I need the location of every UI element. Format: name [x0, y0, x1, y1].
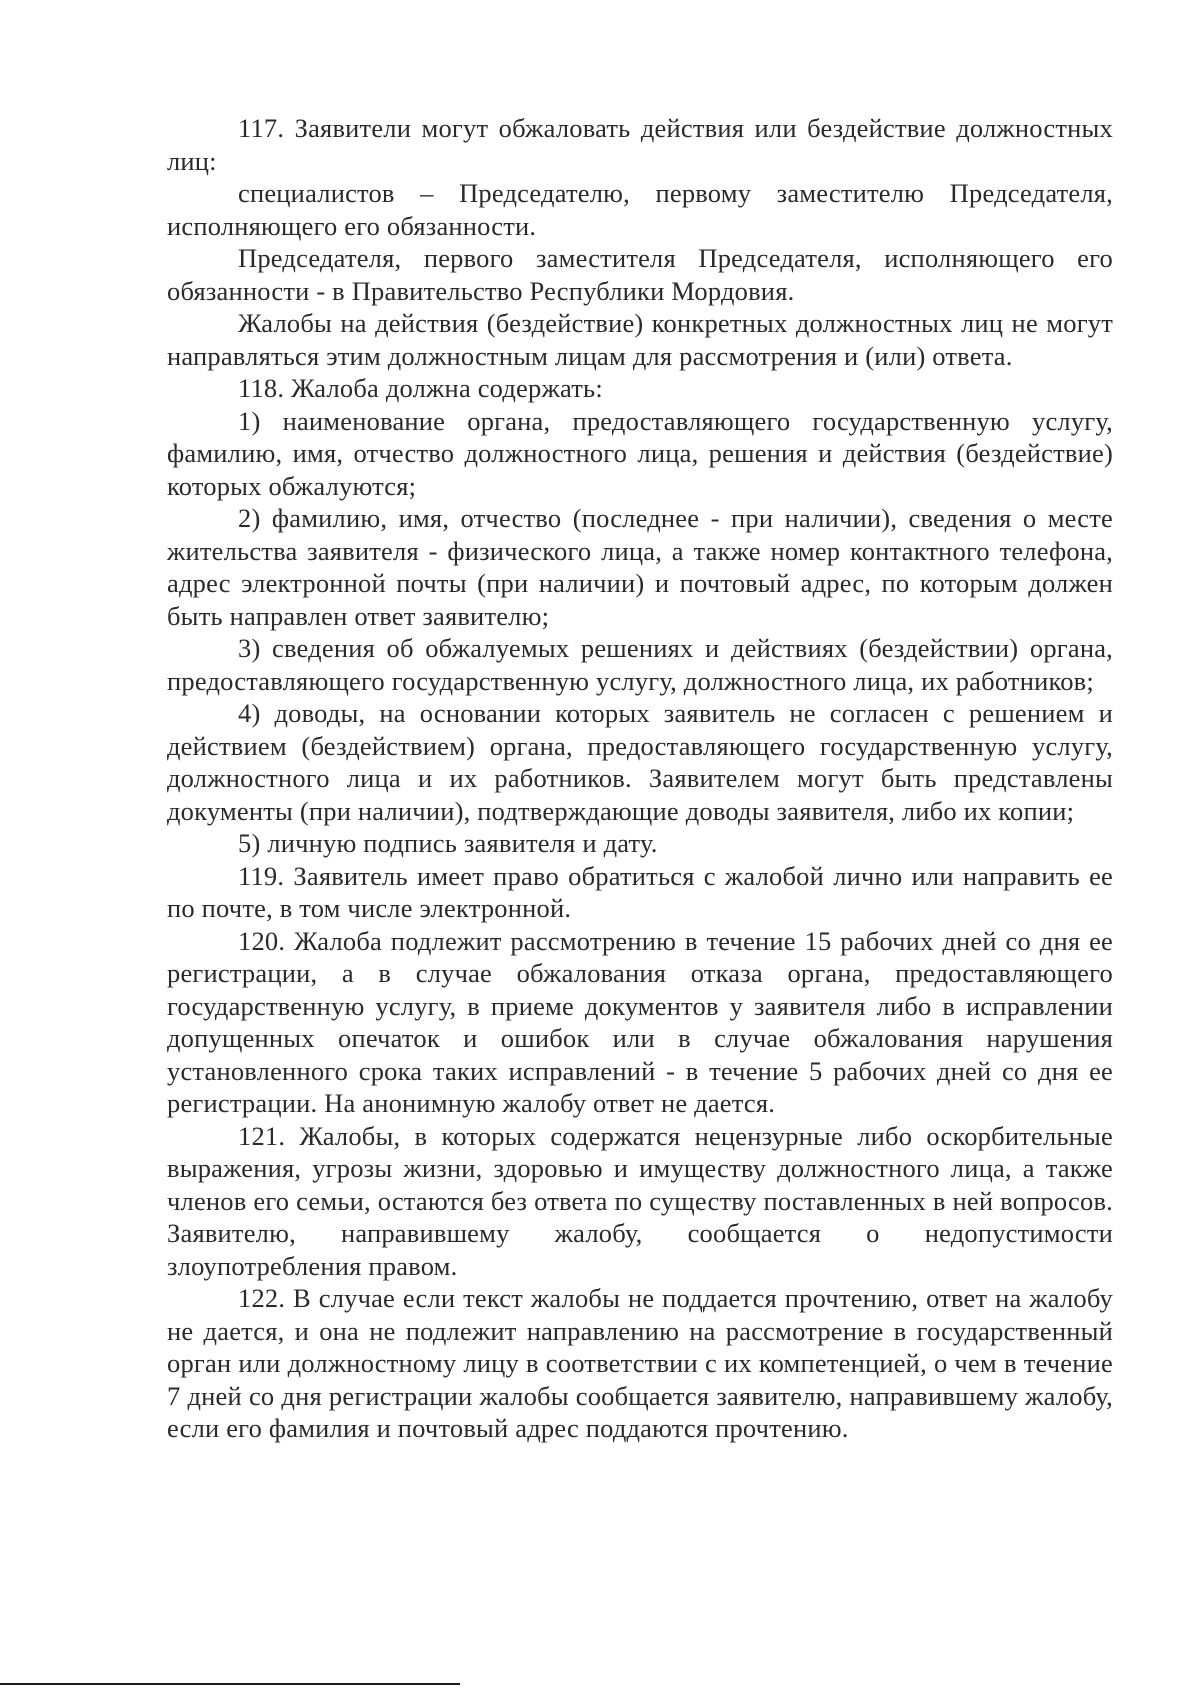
list-item-5: 5) личную подпись заявителя и дату.: [238, 828, 658, 858]
list-item-4: 4) доводы, на основании которых заявитель не согласен с решением и действием (бездействием) органа, предоставляющего государственную услугу, должностного лица и их работников. Заявителем могут быть представлены документы (при наличии), подтверждающие доводы заявителя, либо их копии;: [167, 698, 1113, 826]
paragraph-complaints-restriction: Жалобы на действия (бездействие) конкретных должностных лиц не могут направляться этим должностным лицам для рассмотрения и (или) ответа.: [167, 308, 1113, 371]
paragraph-118: 118. Жалоба должна содержать:: [238, 373, 603, 403]
paragraph-119: 119. Заявитель имеет право обратиться с жалобой лично или направить ее по почте, в том числе электронной.: [167, 860, 1113, 923]
paragraph-117: 117. Заявители могут обжаловать действия или бездействие должностных лиц:: [167, 113, 1113, 176]
paragraph-120: 120. Жалоба подлежит рассмотрению в течение 15 рабочих дней со дня ее регистрации, а в случае обжалования отказа органа, предоставляющего государственную услугу, в приеме документов у заявителя либо в исправлении допущенных опечаток и ошибок или в случае обжалования нарушения установленного срока таких исправлений - в течение 5 рабочих дней со дня ее регистрации. На анонимную жалобу ответ не дается.: [167, 925, 1113, 1118]
list-item-1: 1) наименование органа, предоставляющего государственную услугу, фамилию, имя, отчество должностного лица, решения и действия (бездействие) которых обжалуются;: [167, 405, 1113, 501]
scan-edge-line: [0, 1683, 460, 1685]
list-item-3: 3) сведения об обжалуемых решениях и действиях (бездействии) органа, предоставляющего государственную услугу, должностного лица, их работников;: [167, 633, 1113, 696]
paragraph-121: 121. Жалобы, в которых содержатся нецензурные либо оскорбительные выражения, угрозы жизни, здоровью и имуществу должностного лица, а также членов его семьи, остаются без ответа по существу поставленных в ней вопросов. Заявителю, направившему жалобу, сообщается о недопустимости злоупотребления правом.: [167, 1120, 1113, 1281]
paragraph-122: 122. В случае если текст жалобы не поддается прочтению, ответ на жалобу не дается, и она не подлежит направлению на рассмотрение в государственный орган или должностному лицу в соответствии с их компетенцией, о чем в течение 7 дней со дня регистрации жалобы сообщается заявителю, направившему жалобу, если его фамилия и почтовый адрес поддаются прочтению.: [167, 1283, 1113, 1443]
list-item-2: 2) фамилию, имя, отчество (последнее - при наличии), сведения о месте жительства заявителя - физического лица, а также номер контактного телефона, адрес электронной почты (при наличии) и почтовый адрес, по которым должен быть направлен ответ заявителю;: [167, 503, 1113, 631]
document-page: [167, 112, 1113, 1445]
paragraph-chairman: Председателя, первого заместителя Председателя, исполняющего его обязанности - в Правительство Республики Мордовия.: [167, 243, 1113, 306]
paragraph-specialists: специалистов – Председателю, первому заместителю Председателя, исполняющего его обязанности.: [167, 178, 1113, 241]
